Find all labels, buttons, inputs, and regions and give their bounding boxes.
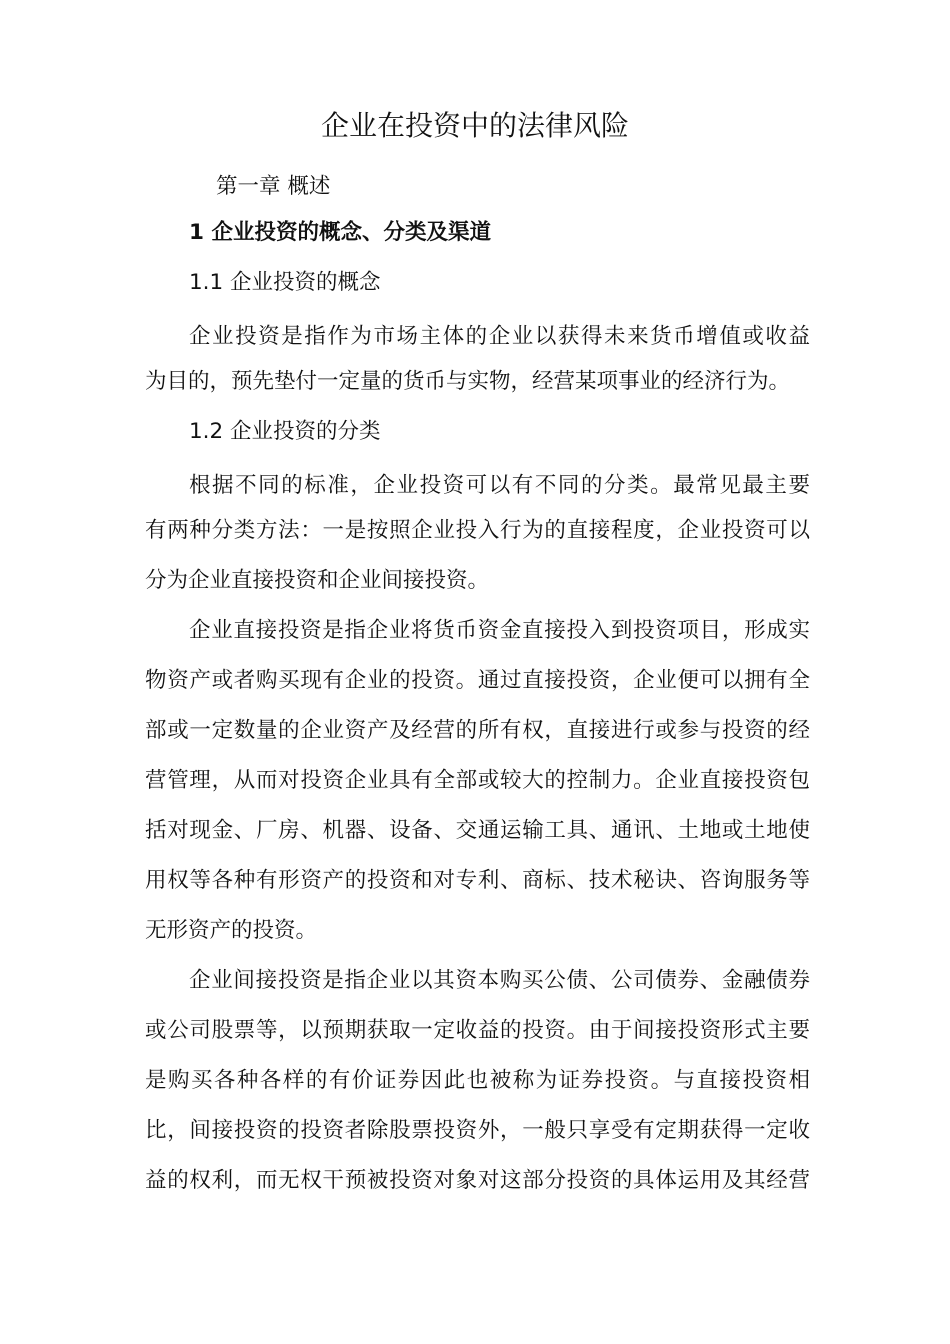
paragraph-line: 物资产或者购买现有企业的投资。通过直接投资，企业便可以拥有全 <box>145 668 810 693</box>
paragraph-line: 无形资产的投资。 <box>145 918 318 943</box>
section-heading-1: 1 企业投资的概念、分类及渠道 <box>189 220 491 245</box>
paragraph-line: 企业间接投资是指企业以其资本购买公债、公司债券、金融债券 <box>189 968 810 993</box>
paragraph-line: 有两种分类方法：一是按照企业投入行为的直接程度，企业投资可以 <box>145 518 810 543</box>
paragraph-line: 根据不同的标准，企业投资可以有不同的分类。最常见最主要 <box>189 473 810 498</box>
paragraph-line: 或公司股票等，以预期获取一定收益的投资。由于间接投资形式主要 <box>145 1018 810 1043</box>
chapter-heading: 第一章 概述 <box>216 174 331 199</box>
paragraph-line: 企业投资是指作为市场主体的企业以获得未来货币增值或收益 <box>189 324 810 349</box>
paragraph-line: 益的权利，而无权干预被投资对象对这部分投资的具体运用及其经营 <box>145 1168 810 1193</box>
paragraph-line: 营管理，从而对投资企业具有全部或较大的控制力。企业直接投资包 <box>145 768 810 793</box>
paragraph-line: 企业直接投资是指企业将货币资金直接投入到投资项目，形成实 <box>189 618 810 643</box>
paragraph-line: 为目的，预先垫付一定量的货币与实物，经营某项事业的经济行为。 <box>145 369 791 394</box>
page-title: 企业在投资中的法律风险 <box>320 109 629 142</box>
paragraph-line: 分为企业直接投资和企业间接投资。 <box>145 568 490 593</box>
paragraph-line: 比，间接投资的投资者除股票投资外，一般只享受有定期获得一定收 <box>145 1118 810 1143</box>
paragraph-line: 括对现金、厂房、机器、设备、交通运输工具、通讯、土地或土地使 <box>145 818 810 843</box>
paragraph-line: 是购买各种各样的有价证券因此也被称为证券投资。与直接投资相 <box>145 1068 810 1093</box>
paragraph-line: 部或一定数量的企业资产及经营的所有权，直接进行或参与投资的经 <box>145 718 810 743</box>
section-heading-1-2: 1.2 企业投资的分类 <box>189 419 381 444</box>
paragraph-line: 用权等各种有形资产的投资和对专利、商标、技术秘诀、咨询服务等 <box>145 868 810 893</box>
section-heading-1-1: 1.1 企业投资的概念 <box>189 270 381 295</box>
